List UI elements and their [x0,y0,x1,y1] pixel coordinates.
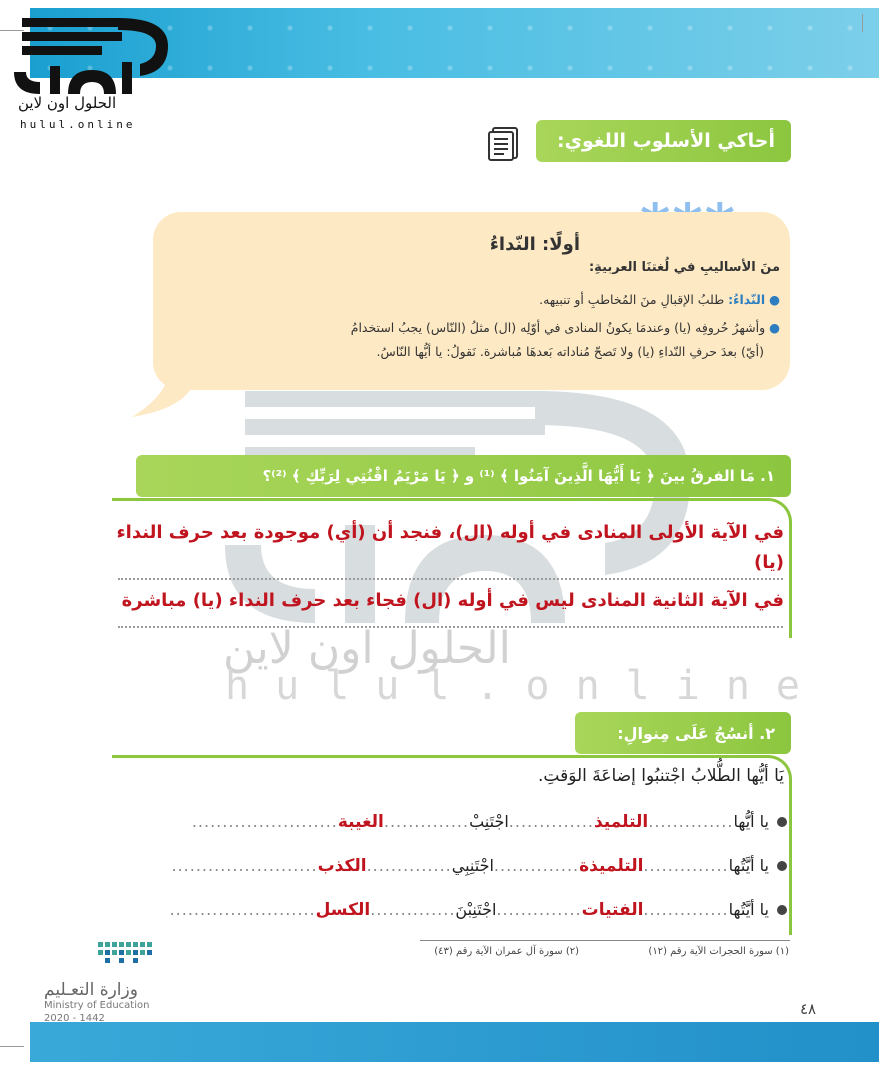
ministry-year: 2020 - 1442 [44,1013,105,1024]
section-title: أحاكي الأسلوب اللغوي: [536,120,791,162]
info-line-2-text: وأشهرُ حُروفِه (يا) وعندمَا يكونُ المنادى في أوّلِه (ال) مثلُ (النّاس) يجبُ استخدامُ [350,320,766,335]
dots: .............. [366,856,452,875]
bullet-icon [777,861,787,871]
dots: ........................ [171,856,318,875]
page-number: ٤٨ [800,1000,817,1018]
dots: .............. [370,900,456,919]
exercise-fill-2: الغيبة [337,812,384,832]
bullet-icon [777,817,787,827]
dots: ........................ [169,900,316,919]
exercise-prefix: يا أيَّتُها [728,856,769,875]
bullet-icon: ● [765,292,780,307]
watermark-arabic-text: الحلول اون لاين [223,623,511,674]
exercise-fill-2: الكذب [317,856,367,876]
dots: .............. [643,856,729,875]
answer-1-line-3: في الآية الثانية المنادى ليس في أوله (ال) فجاء بعد حرف النداء (يا) مباشرة [121,590,784,611]
answer-1-frame [112,498,792,638]
crop-mark-bottom-left [0,1046,24,1047]
info-box [153,212,790,390]
dotted-answer-line [118,578,783,580]
bullet-icon [777,905,787,915]
footnote-2: (٢) سورة آل عمران الآية رقم (٤٣) [434,946,579,957]
exercise-fill-1: التلميذة [579,856,644,876]
footnote-1: (١) سورة الحجرات الآية رقم (١٢) [648,946,789,957]
crop-mark-top-right [862,14,863,32]
logo-latin-text: hulul.online [20,118,136,131]
info-line-1-text: طلبُ الإقبالِ منَ المُخاطبِ أو تنبيهه. [539,292,725,307]
logo-arabic-text: الحلول اون لاين [18,94,117,112]
exercise-fill-1: التلميذ [593,812,649,832]
exercise-fill-2: الكسل [315,900,371,920]
footnote-divider [420,940,790,941]
exercise-row-2 [172,856,788,876]
model-sentence: يَا أيُّها الطُّلابُ اجْتنبُوا إضاعَةَ الوَقتِ. [537,766,784,786]
hulul-logo [0,10,172,131]
bottom-decorative-band [30,1022,879,1062]
notebook-icon [487,124,523,162]
exercise-row-3 [170,900,787,920]
dots: .............. [508,812,594,831]
info-line-1 [539,292,780,307]
dots: .............. [493,856,580,875]
exercise-prefix: يا أيُّها [733,812,769,831]
exercise-verb: اجْتَنِبِي [451,856,494,875]
exercise-fill-1: الفتيات [581,900,644,920]
dots: .............. [643,900,729,919]
info-title: أولًا: النّداءُ [489,234,580,255]
ministry-emblem-icon [96,938,156,974]
question-2: ٢. أنسُجُ عَلَى مِنوالِ: [575,712,791,754]
info-term: النّداءُ: [728,292,766,307]
dots: .............. [383,812,470,831]
answer-1-line-1: في الآية الأولى المنادى في أوله (ال)، فنجد أن (أي) موجودة بعد حرف النداء [116,522,784,543]
ministry-arabic: وزارة التعـليم [44,980,138,1000]
question-1: ١. مَا الفرقُ بينَ ﴿ يَا أَيُّهَا الَّذِينَ آمَنُوا ﴾ ⁽¹⁾ و ﴿ يَا مَرْيَمُ اقْنُتِي لِرَبِّكِ ﴾ ⁽²⁾؟ [136,455,791,497]
exercise-row-1 [192,812,787,832]
hulul-logo-mark [0,10,172,96]
dots: ........................ [191,812,338,831]
bullet-icon: ● [765,320,780,335]
info-line-2 [351,320,780,335]
exercise-verb: اجْتَنِبْ [469,812,509,831]
answer-1-line-2: (يا) [754,552,784,573]
exercise-prefix: يا أيَّتُها [728,900,769,919]
dotted-answer-line [118,626,783,628]
info-line-3: (أيّ) بعدَ حرفِ النّداءِ (يا) ولا تَصحّ مُناداته بَعدهَا مُباشرة. نَقولُ: يا أيُّها النّاسُ. [376,344,764,359]
ministry-english: Ministry of Education [44,1000,150,1011]
dots: .............. [648,812,734,831]
info-intro: منَ الأساليبِ في لُغتنَا العربيةِ: [588,260,780,275]
exercise-verb: اجْتَنِبْنَ [455,900,497,919]
dots: .............. [496,900,582,919]
ministry-logo [40,938,160,1028]
watermark-latin-text: hulul.online [225,663,826,709]
